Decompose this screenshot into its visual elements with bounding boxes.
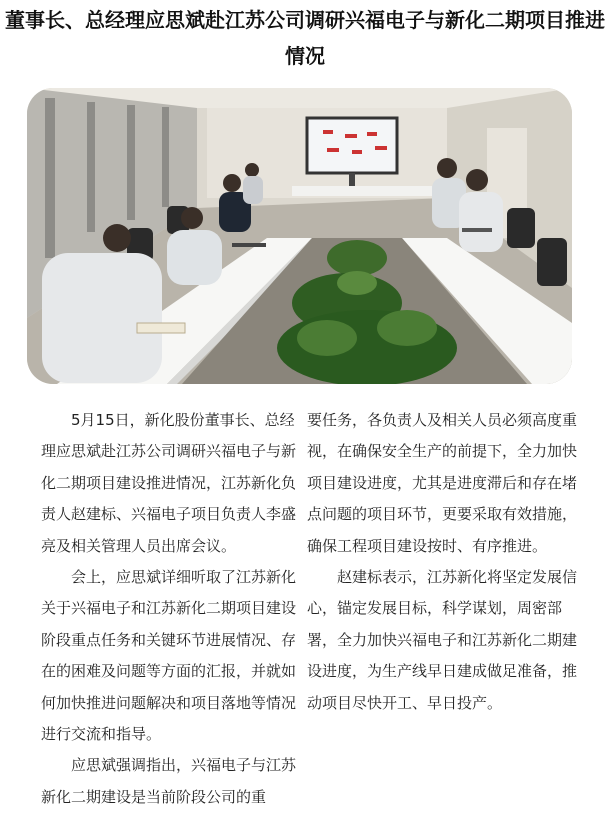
meeting-room-photo	[27, 88, 572, 384]
text-column-right	[307, 405, 588, 719]
paragraph-intro: 5月15日，新化股份董事长、总经理应思斌赴江苏公司调研兴福电子与新化二期项目建设推进情况，江苏新化负责人赵建标、兴福电子项目负责人李盛亮及相关管理人员出席会议。	[41, 411, 297, 555]
paragraph-emphasis-continued: 要任务，各负责人及相关人员必须高度重视，在确保安全生产的前提下，全力加快项目建设进度，尤其是进度滞后和存在堵点问题的项目环节，更要采取有效措施，确保工程项目建设按时、有序推进。	[307, 411, 578, 555]
paragraph-response: 赵建标表示，江苏新化将坚定发展信心，锚定发展目标，科学谋划，周密部署，全力加快兴福电子和江苏新化二期建设进度，为生产线早日建成做足准备，推动项目尽快开工、早日投产。	[307, 568, 578, 712]
article-title: 董事长、总经理应思斌赴江苏公司调研兴福电子与新化二期项目推进情况	[5, 8, 605, 68]
paragraph-meeting: 会上，应思斌详细听取了江苏新化关于兴福电子和江苏新化二期项目建设阶段重点任务和关键环节进展情况、存在的困难及问题等方面的汇报，并就如何加快推进问题解决和项目落地等情况进行交流和指导。	[41, 568, 297, 744]
paragraph-emphasis-start: 应思斌强调指出，兴福电子与江苏新化二期建设是当前阶段公司的重	[41, 756, 297, 806]
text-column-left	[41, 405, 296, 813]
